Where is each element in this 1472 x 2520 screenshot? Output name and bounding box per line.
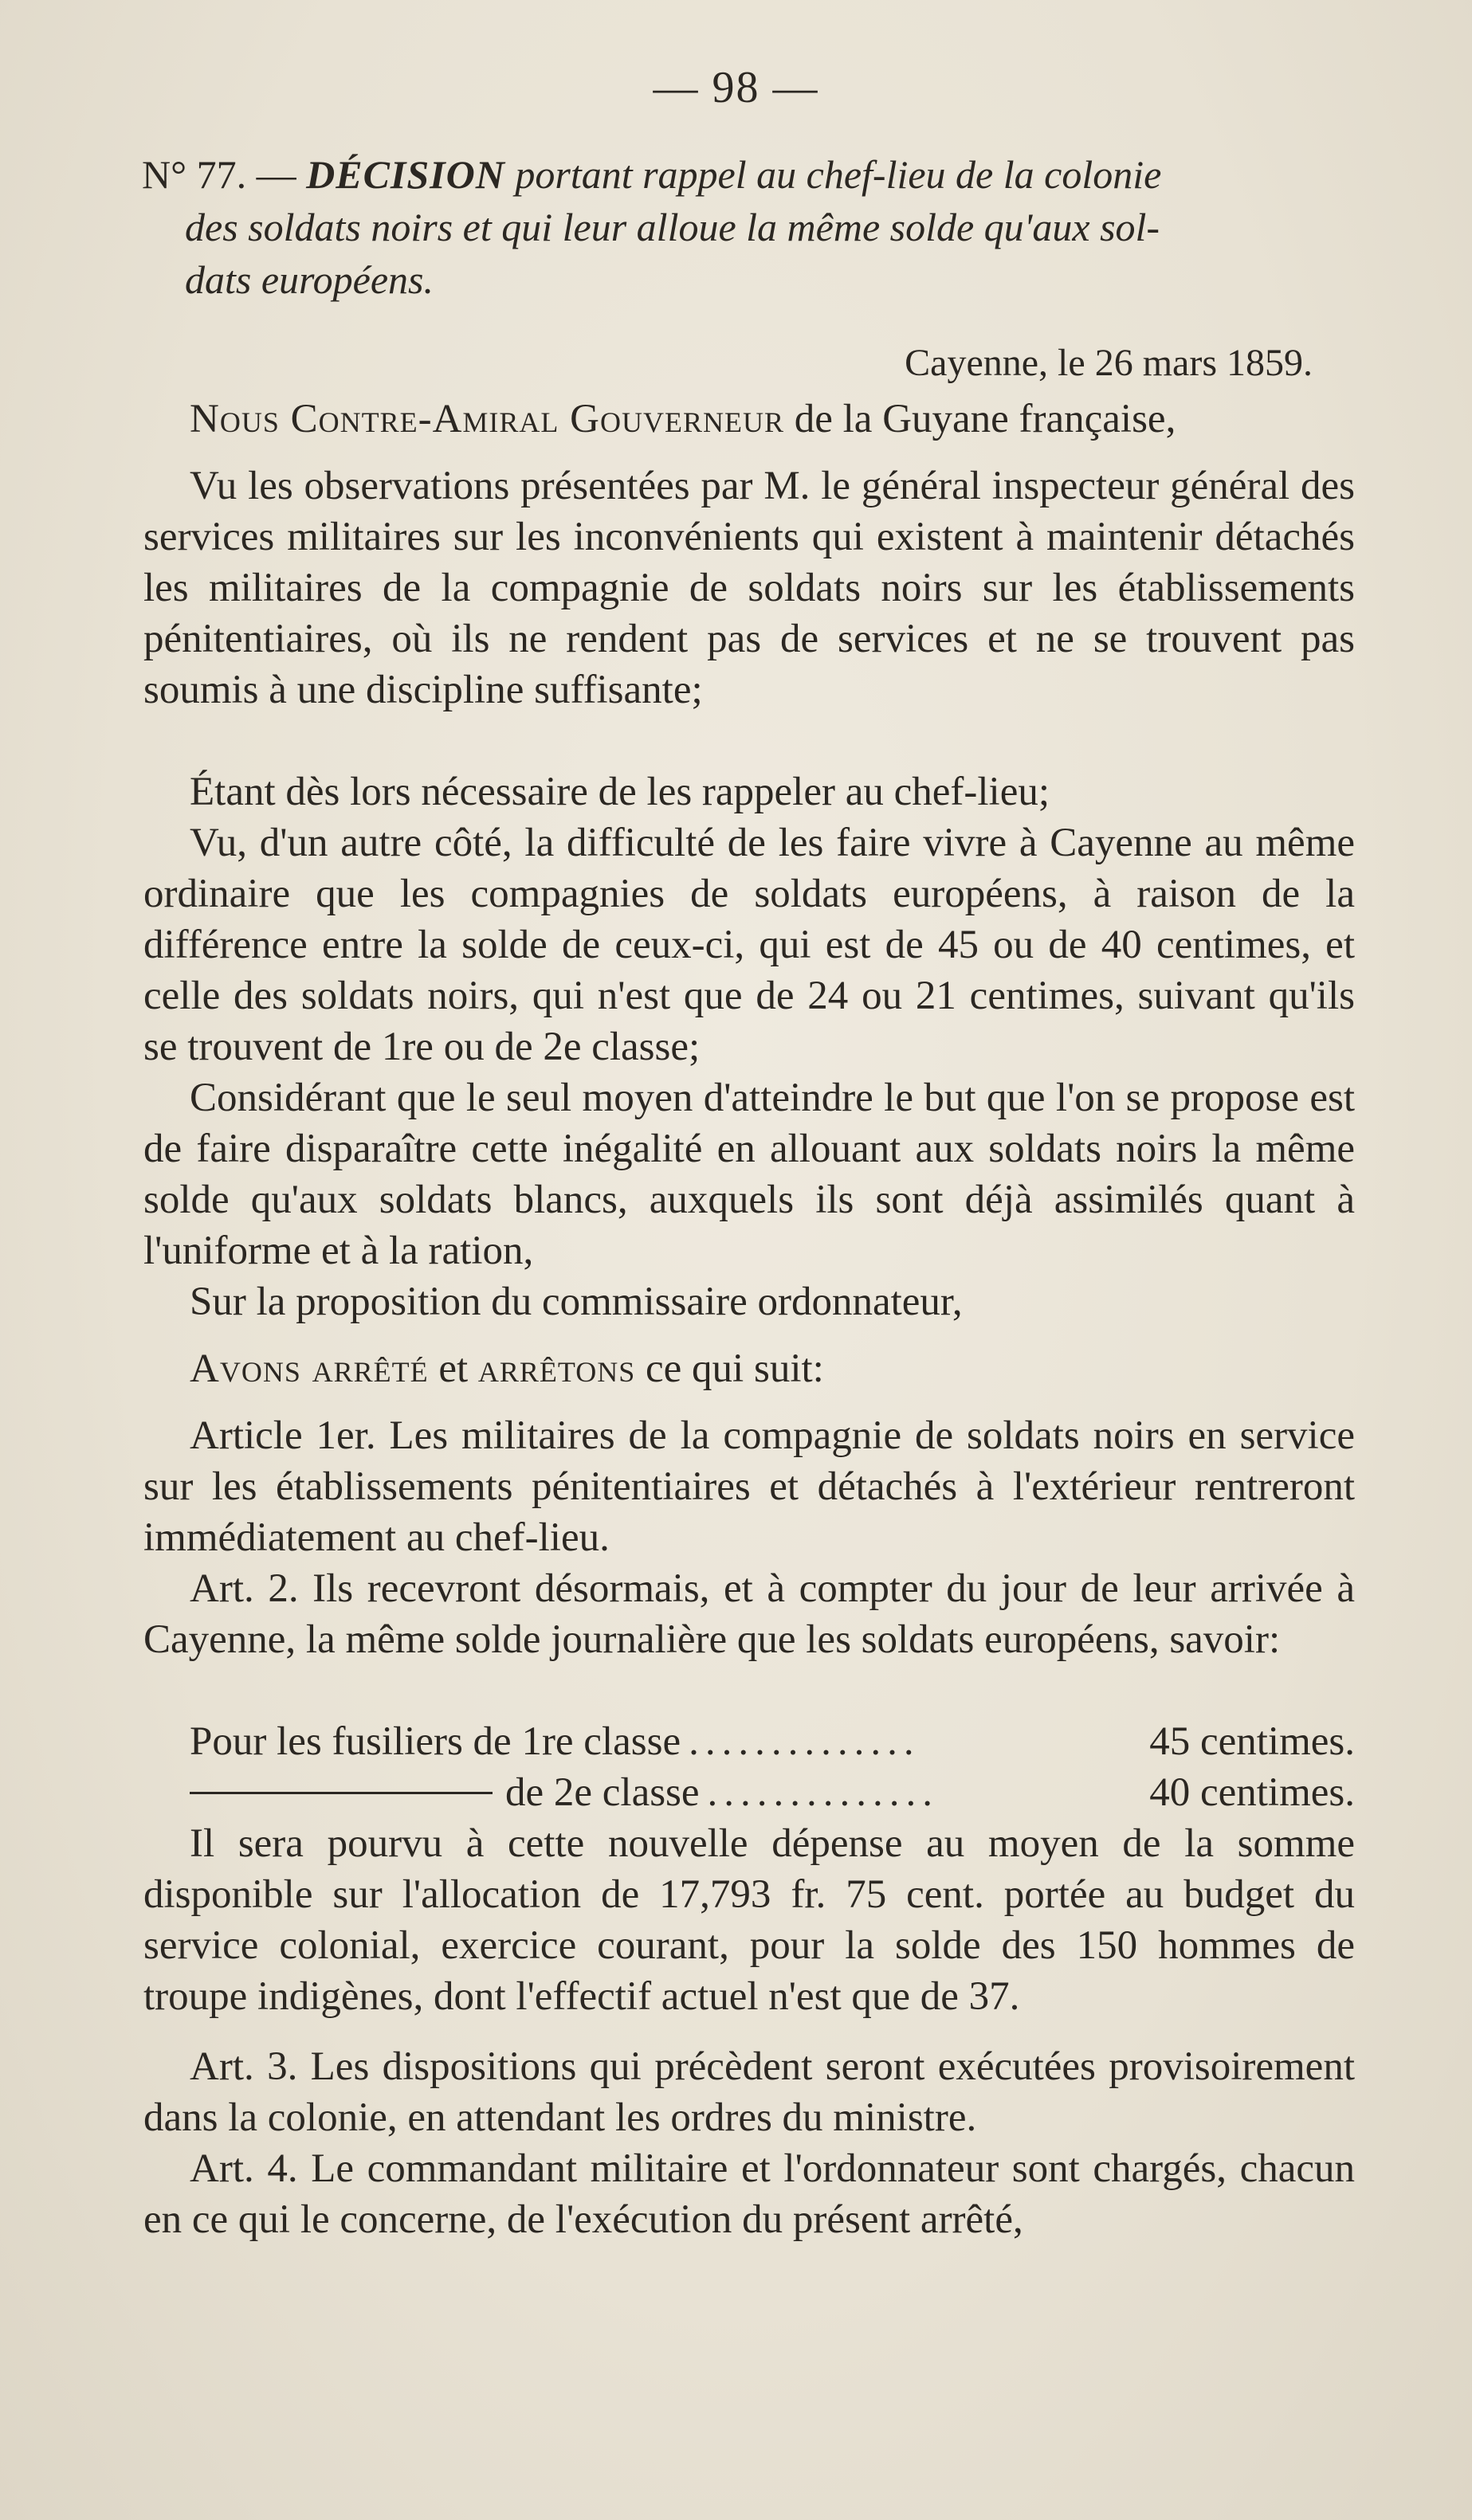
ditto-rule [190, 1792, 493, 1794]
decision-title-line2: des soldats noirs et qui leur alloue la même solde qu'aux sol- [185, 205, 1160, 249]
pay-row-amount: 40 centimes. [1149, 1770, 1355, 1815]
decision-title-word: DÉCISION [306, 152, 505, 197]
arrete-et: et [428, 1346, 478, 1391]
pay-row-2e-classe [190, 1767, 1355, 1818]
decision-heading [142, 148, 1353, 306]
intro-authority: Nous Contre-Amiral Gouverneur [190, 397, 784, 441]
paragraph-rappel: Étant dès lors nécessaire de les rappeler au chef-lieu; [190, 770, 1050, 814]
paragraph-budget: Il sera pourvu à cette nouvelle dépense au moyen de la somme disponible sur l'allocation de 17,793 fr. 75 cent. portée au budget du service colonial, exercice courant, pour la solde des 150 hommes de troupe indigènes, dont l'effectif actuel n'est que de 37. [143, 1821, 1355, 2019]
pay-row-amount: 45 centimes. [1149, 1719, 1355, 1764]
article-3: Art. 3. Les dispositions qui précèdent seront exécutées provisoirement dans la colonie, en attendant les ordres du ministre. [143, 2044, 1355, 2140]
decision-title-line1: portant rappel au chef-lieu de la colonie [515, 152, 1162, 197]
arrete-rest: ce qui suit: [635, 1346, 824, 1391]
page-number: — 98 — [653, 63, 819, 112]
pay-row-label: de 2e classe [505, 1770, 700, 1815]
place-date: Cayenne, le 26 mars 1859. [905, 342, 1313, 384]
paragraph-observations: Vu les observations présentées par M. le général inspecteur général des services militaires sur les inconvénients qui existent à maintenir détachés les militaires de la compagnie de soldats noirs sur les établissements pénitentiaires, où ils ne rendent pas de services et ne se trouvent pas soumis à une discipline suffisante; [143, 464, 1355, 712]
pay-row-label: Pour les fusiliers de 1re classe [190, 1719, 681, 1764]
pay-row-1re-classe [190, 1716, 1355, 1767]
article-4: Art. 4. Le commandant militaire et l'ordonnateur sont chargés, chacun en ce qui le concerne, de l'exécution du présent arrêté, [143, 2146, 1355, 2242]
paragraph-considerant: Considérant que le seul moyen d'atteindre le but que l'on se propose est de faire disparaître cette inégalité en allouant aux soldats noirs la même solde qu'aux soldats blancs, auxquels ils sont déjà assimilés quant à l'uniforme et à la ration, [143, 1076, 1355, 1273]
intro-rest: de la Guyane française, [784, 397, 1176, 441]
article-1: Article 1er. Les militaires de la compagnie de soldats noirs en service sur les établissements pénitentiaires et détachés à l'extérieur rentreront immédiatement au chef-lieu. [143, 1413, 1355, 1560]
article-2: Art. 2. Ils recevront désormais, et à compter du jour de leur arrivée à Cayenne, la même solde journalière que les soldats européens, savoir: [143, 1566, 1355, 1662]
intro-line [143, 394, 1355, 445]
paragraph-proposition: Sur la proposition du commissaire ordonnateur, [190, 1280, 963, 1324]
pay-row-leader: .............. [689, 1719, 920, 1764]
paragraph-difficulte: Vu, d'un autre côté, la difficulté de les faire vivre à Cayenne au même ordinaire que les compagnies de soldats européens, à raison de la différence entre la solde de ceux-ci, qui est de 45 ou de 40 centimes, et celle des soldats noirs, qui n'est que de 24 ou 21 centimes, suivant qu'ils se trouvent de 1re ou de 2e classe; [143, 821, 1355, 1069]
avons-arrete: Avons arrêté [190, 1346, 429, 1391]
paragraph-arrete [143, 1343, 1355, 1394]
arretons: arrêtons [477, 1346, 636, 1391]
decision-number: N° 77. — [142, 152, 296, 197]
decision-title-line3: dats européens. [185, 257, 434, 302]
pay-row-leader: .............. [707, 1770, 940, 1815]
